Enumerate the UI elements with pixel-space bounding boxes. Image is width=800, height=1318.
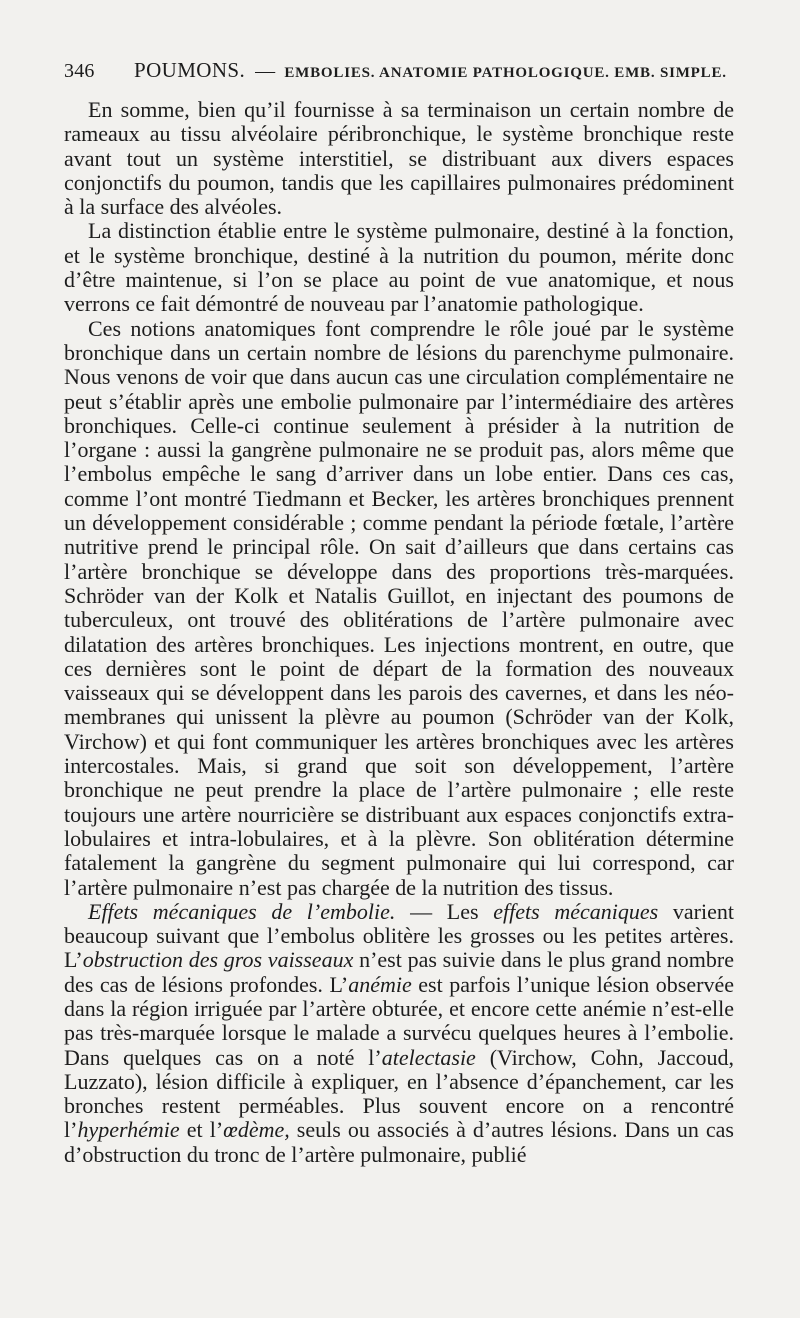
text-segment: — Les — [395, 898, 494, 924]
text-segment: varient beaucoup suivant que l’embolus oblitère les grosses ou les petites artères. L’ — [64, 898, 734, 973]
section-title: POUMONS. — [134, 58, 246, 82]
text-segment: est parfois l’unique lésion observée dans la région irriguée par l’artère obturée, et encore cette anémie n’est-elle pas très-marquée lorsque le malade a survécu quelques heures à l’embolie. Dans quelques cas on a noté l’ — [64, 971, 734, 1070]
italic-text-segment: anémie — [348, 971, 412, 997]
text-segment: et l’ — [179, 1117, 224, 1143]
italic-text-segment: œdème, — [223, 1117, 290, 1143]
paragraph-1: En somme, bien qu’il fournisse à sa terminaison un certain nombre de rameaux au tissu alvéolaire péribronchique, le système bronchique reste avant tout un système interstitiel, se distribuant aux divers espaces conjonctifs du poumon, tandis que les capillaires pulmonaires prédominent à la surface des alvéoles. — [64, 97, 734, 220]
running-header — [64, 58, 734, 98]
text-segment: n’est pas suivie dans le plus grand nombre des cas de lésions profondes. L’ — [64, 947, 735, 997]
paragraph-heading: Effets mécaniques de l’embolie. — [88, 898, 396, 924]
header-subtitle: EMBOLIES. ANATOMIE PATHOLOGIQUE. EMB. SIMPLE. — [284, 65, 727, 81]
header-dash: — — [255, 60, 276, 82]
main-text — [64, 98, 734, 1167]
text-segment: seuls ou associés à d’autres lésions. Dans un cas d’obstruction du tronc de l’artère pulmonaire, publié — [64, 1117, 734, 1167]
italic-text-segment: obstruction des gros vaisseaux — [82, 947, 354, 973]
text-segment: (Virchow, Cohn, Jaccoud, Luzzato), lésion difficile à expliquer, en l’absence d’épanchement, car les bronches restent perméables. Plus souvent encore on a rencontré l’ — [64, 1044, 734, 1143]
paragraph-4 — [64, 900, 734, 1167]
paragraph-4-body — [64, 899, 734, 1167]
italic-text-segment: effets mécaniques — [493, 898, 659, 924]
paragraph-2: La distinction établie entre le système pulmonaire, destiné à la fonction, et le système bronchique, destiné à la nutrition du poumon, mérite donc d’être maintenue, si l’on se place au point de vue anatomique, et nous verrons ce fait démontré de nouveau par l’anatomie pathologique. — [64, 218, 734, 317]
page-number: 346 — [64, 60, 95, 82]
italic-text-segment: atelectasie — [381, 1044, 476, 1070]
italic-text-segment: hyperhémie — [77, 1117, 180, 1143]
paragraph-3: Ces notions anatomiques font comprendre le rôle joué par le système bronchique dans un certain nombre de lésions du parenchyme pulmonaire. Nous venons de voir que dans aucun cas une circulation complémentaire ne peut s’établir après une embolie pulmonaire par l’intermédiaire des artères bronchiques. Celle-ci continue seulement à présider à la nutrition de l’organe : aussi la gangrène pulmonaire ne se produit pas, alors même que l’embolus empêche le sang d’arriver dans un lobe entier. Dans ces cas, comme l’ont montré Tiedmann et Becker, les artères bronchiques prennent un développement considérable ; comme pendant la période fœtale, l’artère nutritive prend le principal rôle. On sait d’ailleurs que dans certains cas l’artère bronchique se développe dans des proportions très-marquées. Schröder van der Kolk et Natalis Guillot, en injectant des poumons de tuberculeux, ont trouvé des oblitérations de l’artère pulmonaire avec dilatation des artères bronchiques. Les injections montrent, en outre, que ces dernières sont le point de départ de la formation des nouveaux vaisseaux qui se développent dans les parois des cavernes, et dans les néo-membranes qui unissent la plèvre au poumon (Schröder van der Kolk, Virchow) et qui font communiquer les artères bronchiques avec les artères intercostales. Mais, si grand que soit son développement, l’artère bronchique ne peut prendre la place de l’artère pulmonaire ; elle reste toujours une artère nourricière se distribuant aux espaces conjonctifs extra-lobulaires et intra-lobulaires, et à la plèvre. Son oblitération détermine fatalement la gangrène du segment pulmonaire qui lui correspond, car l’artère pulmonaire n’est pas chargée de la nutrition des tissus. — [64, 315, 734, 900]
